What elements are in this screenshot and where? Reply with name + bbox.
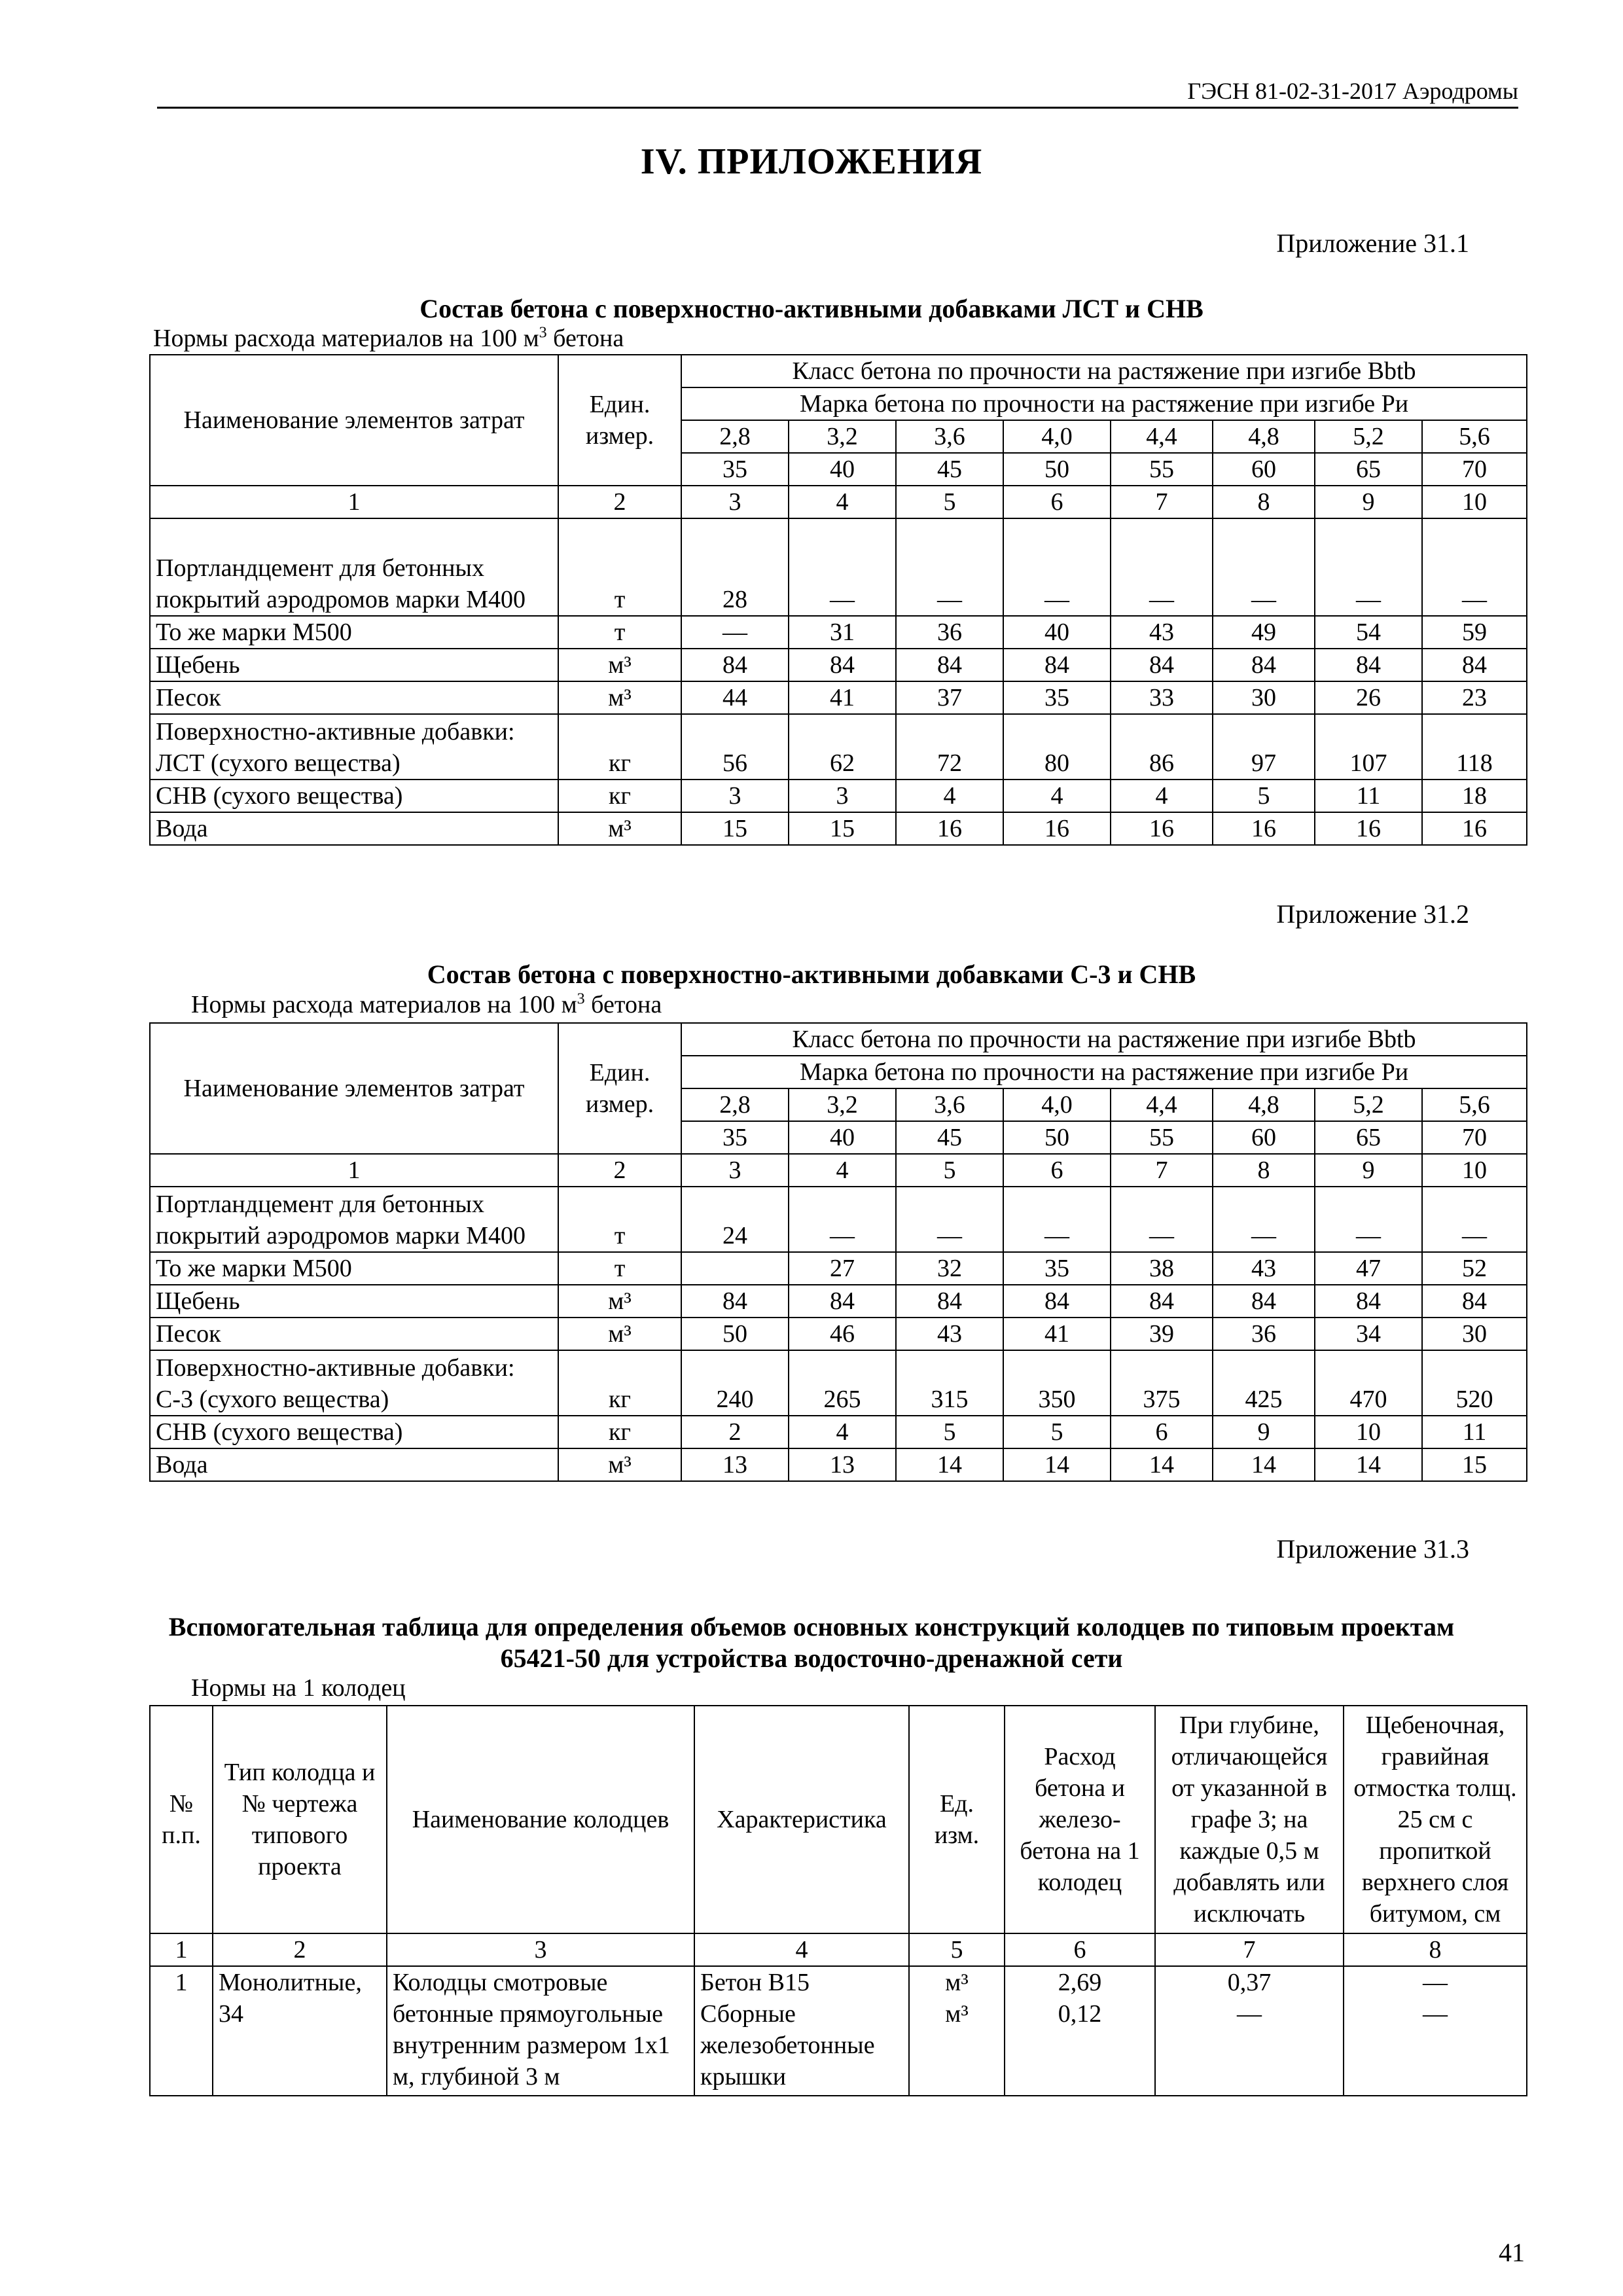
row-value: 84	[681, 649, 789, 681]
header-well-name: Наименование колодцев	[387, 1706, 694, 1933]
row-value: 44	[681, 681, 789, 714]
row-value: 16	[1315, 812, 1422, 845]
row-value: 26	[1315, 681, 1422, 714]
gravel-line: —	[1423, 2000, 1448, 2028]
concrete-table-c3	[149, 1022, 1527, 1482]
row-name: Щебень	[150, 1285, 558, 1318]
row-value: 11	[1315, 780, 1422, 812]
row-value: —	[896, 518, 1003, 616]
row-value: 16	[1111, 812, 1213, 845]
row-unit: м³	[558, 1318, 681, 1350]
row-value: 14	[1315, 1448, 1422, 1481]
header-gravel: Щебеночная, гравийная отмостка толщ. 25 см с пропиткой верхнего слоя битумом, см	[1344, 1706, 1527, 1933]
grade-cell: 70	[1422, 1121, 1527, 1154]
row-unit: кг	[558, 1350, 681, 1416]
document-reference: ГЭСН 81-02-31-2017 Аэродромы	[1187, 78, 1518, 104]
row-value: 84	[896, 1285, 1003, 1318]
row-value: 9	[1213, 1416, 1315, 1448]
col-number: 8	[1344, 1933, 1527, 1966]
row-value: 47	[1315, 1252, 1422, 1285]
rate-line: 0,12	[1058, 2000, 1102, 2028]
class-cell: 3,6	[896, 1088, 1003, 1121]
row-value: 470	[1315, 1350, 1422, 1416]
header-class: Класс бетона по прочности на растяжение при изгибе Bbtb	[681, 1023, 1527, 1056]
row-value: —	[1422, 518, 1527, 616]
class-cell: 5,6	[1422, 420, 1527, 453]
row-value: 3	[789, 780, 896, 812]
header-type: Тип колодца и № чертежа типового проекта	[213, 1706, 387, 1933]
col-number: 6	[1003, 1154, 1111, 1187]
grade-cell: 40	[789, 453, 896, 486]
row-unit: м³	[558, 681, 681, 714]
row-value: 84	[1213, 1285, 1315, 1318]
table-row	[150, 1966, 1527, 2096]
grade-cell: 35	[681, 453, 789, 486]
table-row	[150, 1187, 1527, 1252]
row-value: 52	[1422, 1252, 1527, 1285]
row-value: 36	[896, 616, 1003, 649]
row-value: 84	[1003, 1285, 1111, 1318]
row-value: —	[1003, 518, 1111, 616]
class-cell: 5,6	[1422, 1088, 1527, 1121]
row-value: 14	[896, 1448, 1003, 1481]
page-title: IV. ПРИЛОЖЕНИЯ	[640, 141, 983, 182]
row-value: 84	[681, 1285, 789, 1318]
table-note: Нормы на 1 колодец	[191, 1674, 406, 1702]
col-number: 7	[1155, 1933, 1344, 1966]
row-value: 350	[1003, 1350, 1111, 1416]
grade-cell: 45	[896, 1121, 1003, 1154]
col-number: 3	[681, 1154, 789, 1187]
row-value: 38	[1111, 1252, 1213, 1285]
col-number: 2	[558, 486, 681, 518]
col-number: 7	[1111, 486, 1213, 518]
row-unit	[909, 1966, 1005, 2096]
row-value: 56	[681, 714, 789, 780]
row-value: 30	[1422, 1318, 1527, 1350]
grade-cell: 70	[1422, 453, 1527, 486]
table-title: Состав бетона с поверхностно-активными добавками ЛСТ и СНВ	[419, 294, 1204, 323]
row-value: 30	[1213, 681, 1315, 714]
row-value: 15	[789, 812, 896, 845]
row-value: 16	[1003, 812, 1111, 845]
col-number: 2	[558, 1154, 681, 1187]
row-number: 1	[150, 1966, 213, 2096]
col-number: 9	[1315, 486, 1422, 518]
grade-cell: 65	[1315, 453, 1422, 486]
grade-cell: 50	[1003, 453, 1111, 486]
row-value: 59	[1422, 616, 1527, 649]
col-number: 10	[1422, 486, 1527, 518]
row-value: 34	[1315, 1318, 1422, 1350]
row-value: —	[1111, 518, 1213, 616]
row-value: 5	[1003, 1416, 1111, 1448]
row-unit: т	[558, 1187, 681, 1252]
row-value: 11	[1422, 1416, 1527, 1448]
row-value: 46	[789, 1318, 896, 1350]
row-name: Вода	[150, 1448, 558, 1481]
col-number: 2	[213, 1933, 387, 1966]
row-name: То же марки М500	[150, 1252, 558, 1285]
row-value: 41	[789, 681, 896, 714]
row-value: 35	[1003, 1252, 1111, 1285]
table-title-line1: Вспомогательная таблица для определения объемов основных конструкций колодцев по типовым проектам	[168, 1612, 1455, 1641]
col-number: 6	[1003, 486, 1111, 518]
class-cell: 2,8	[681, 420, 789, 453]
row-value: 35	[1003, 681, 1111, 714]
row-value: 4	[789, 1416, 896, 1448]
class-cell: 4,8	[1213, 420, 1315, 453]
row-gravel	[1344, 1966, 1527, 2096]
col-number: 8	[1213, 486, 1315, 518]
row-value: 14	[1003, 1448, 1111, 1481]
row-characteristic	[694, 1966, 909, 2096]
depth-line: —	[1237, 2000, 1262, 2028]
row-value: 84	[1003, 649, 1111, 681]
row-value: 315	[896, 1350, 1003, 1416]
col-number: 4	[694, 1933, 909, 1966]
row-value: 24	[681, 1187, 789, 1252]
grade-cell: 40	[789, 1121, 896, 1154]
row-value: 84	[1315, 1285, 1422, 1318]
header-unit: Един. измер.	[558, 355, 681, 486]
row-value: 5	[1213, 780, 1315, 812]
col-number: 5	[896, 1154, 1003, 1187]
col-number: 7	[1111, 1154, 1213, 1187]
row-value: 16	[896, 812, 1003, 845]
row-name: Вода	[150, 812, 558, 845]
gravel-line: —	[1423, 1969, 1448, 1996]
col-number: 6	[1005, 1933, 1155, 1966]
row-value: 265	[789, 1350, 896, 1416]
column-number-row	[150, 1154, 1527, 1187]
table-row	[150, 1416, 1527, 1448]
row-name: Поверхностно-активные добавки: С-3 (сухого вещества)	[150, 1350, 558, 1416]
row-value: 118	[1422, 714, 1527, 780]
row-value: 18	[1422, 780, 1527, 812]
row-value: 240	[681, 1350, 789, 1416]
row-value: 10	[1315, 1416, 1422, 1448]
header-characteristic: Характеристика	[694, 1706, 909, 1933]
header-number: № п.п.	[150, 1706, 213, 1933]
row-value	[681, 1252, 789, 1285]
page-number: 41	[1499, 2238, 1525, 2267]
row-value: —	[1315, 518, 1422, 616]
row-value: 107	[1315, 714, 1422, 780]
row-value: 16	[1213, 812, 1315, 845]
appendix-label: Приложение 31.1	[1276, 228, 1469, 258]
row-name: Щебень	[150, 649, 558, 681]
depth-line: 0,37	[1227, 1969, 1272, 1996]
table-note: Нормы расхода материалов на 100 $м^3$ бетона	[153, 324, 624, 352]
row-value: 36	[1213, 1318, 1315, 1350]
class-cell: 4,0	[1003, 1088, 1111, 1121]
class-cell: 3,6	[896, 420, 1003, 453]
col-number: 1	[150, 1933, 213, 1966]
row-value: 520	[1422, 1350, 1527, 1416]
row-unit: кг	[558, 714, 681, 780]
class-cell: 4,8	[1213, 1088, 1315, 1121]
col-number: 1	[150, 486, 558, 518]
grade-cell: 60	[1213, 1121, 1315, 1154]
row-name: Песок	[150, 681, 558, 714]
row-unit: м³	[558, 1285, 681, 1318]
row-value: —	[1422, 1187, 1527, 1252]
col-number: 4	[789, 1154, 896, 1187]
col-number: 10	[1422, 1154, 1527, 1187]
header-row	[150, 1706, 1527, 1933]
grade-cell: 65	[1315, 1121, 1422, 1154]
row-unit: кг	[558, 780, 681, 812]
column-number-row	[150, 486, 1527, 518]
row-value: 43	[896, 1318, 1003, 1350]
table-row	[150, 780, 1527, 812]
row-value: 13	[789, 1448, 896, 1481]
row-value: 4	[896, 780, 1003, 812]
table-title-line2: 65421-50 для устройства водосточно-дренажной сети	[500, 1643, 1123, 1673]
grade-cell: 45	[896, 453, 1003, 486]
col-number: 9	[1315, 1154, 1422, 1187]
row-value: 84	[1111, 649, 1213, 681]
header-class: Класс бетона по прочности на растяжение при изгибе Bbtb	[681, 355, 1527, 387]
row-value: 40	[1003, 616, 1111, 649]
row-value: 13	[681, 1448, 789, 1481]
row-unit: т	[558, 518, 681, 616]
row-unit: м³	[558, 1448, 681, 1481]
row-value: 375	[1111, 1350, 1213, 1416]
table-row	[150, 714, 1527, 780]
row-value: 84	[1213, 649, 1315, 681]
class-cell: 3,2	[789, 1088, 896, 1121]
table-row	[150, 1448, 1527, 1481]
table-title: Состав бетона с поверхностно-активными добавками С-3 и СНВ	[427, 960, 1196, 989]
row-value: 50	[681, 1318, 789, 1350]
row-value: —	[789, 1187, 896, 1252]
row-value: 23	[1422, 681, 1527, 714]
row-value: —	[1315, 1187, 1422, 1252]
class-cell: 5,2	[1315, 420, 1422, 453]
table-row	[150, 681, 1527, 714]
header-name: Наименование элементов затрат	[150, 355, 558, 486]
row-value: 41	[1003, 1318, 1111, 1350]
row-value: 43	[1111, 616, 1213, 649]
row-value: 15	[1422, 1448, 1527, 1481]
header-concrete-rate: Расход бетона и железо-бетона на 1 колодец	[1005, 1706, 1155, 1933]
row-value: 84	[1422, 1285, 1527, 1318]
row-value: 84	[1111, 1285, 1213, 1318]
row-value: 6	[1111, 1416, 1213, 1448]
row-value: 4	[1111, 780, 1213, 812]
row-value: 62	[789, 714, 896, 780]
row-value: 39	[1111, 1318, 1213, 1350]
row-value: 28	[681, 518, 789, 616]
row-value: 5	[896, 1416, 1003, 1448]
row-value: 31	[789, 616, 896, 649]
row-unit: м³	[558, 649, 681, 681]
row-value: 54	[1315, 616, 1422, 649]
row-type: Монолитные, 34	[213, 1966, 387, 2096]
row-concrete-rate	[1005, 1966, 1155, 2096]
row-value: 84	[789, 1285, 896, 1318]
table-note: Нормы расхода материалов на 100 $м^3$ бетона	[191, 990, 662, 1018]
row-value: 72	[896, 714, 1003, 780]
row-value: 84	[896, 649, 1003, 681]
col-number: 4	[789, 486, 896, 518]
appendix-label: Приложение 31.2	[1276, 899, 1469, 929]
row-well-name: Колодцы смотровые бетонные прямоугольные внутренним размером 1х1 м, глубиной 3 м	[387, 1966, 694, 2096]
row-value: 80	[1003, 714, 1111, 780]
row-value: 86	[1111, 714, 1213, 780]
header-rule	[157, 107, 1518, 109]
row-depth-adjust	[1155, 1966, 1344, 2096]
concrete-table-lst	[149, 354, 1527, 846]
col-number: 5	[896, 486, 1003, 518]
col-number: 3	[387, 1933, 694, 1966]
row-value: 425	[1213, 1350, 1315, 1416]
row-value: 14	[1213, 1448, 1315, 1481]
class-cell: 4,0	[1003, 420, 1111, 453]
table-row	[150, 1350, 1527, 1416]
row-value: 3	[681, 780, 789, 812]
row-unit: т	[558, 616, 681, 649]
row-value: 49	[1213, 616, 1315, 649]
col-number: 1	[150, 1154, 558, 1187]
row-value: 27	[789, 1252, 896, 1285]
table-row	[150, 1285, 1527, 1318]
class-cell: 2,8	[681, 1088, 789, 1121]
row-value: 2	[681, 1416, 789, 1448]
table-row	[150, 1252, 1527, 1285]
characteristic-concrete: Бетон В15	[700, 1969, 810, 1996]
header-unit: Ед. изм.	[909, 1706, 1005, 1933]
row-value: 33	[1111, 681, 1213, 714]
table-row	[150, 649, 1527, 681]
row-unit: т	[558, 1252, 681, 1285]
appendix-label: Приложение 31.3	[1276, 1534, 1469, 1564]
row-name: Песок	[150, 1318, 558, 1350]
row-value: —	[681, 616, 789, 649]
class-cell: 3,2	[789, 420, 896, 453]
column-number-row	[150, 1933, 1527, 1966]
row-value: —	[896, 1187, 1003, 1252]
row-value: —	[1213, 518, 1315, 616]
row-value: 16	[1422, 812, 1527, 845]
row-name: СНВ (сухого вещества)	[150, 1416, 558, 1448]
row-value: —	[1213, 1187, 1315, 1252]
table-row	[150, 518, 1527, 616]
row-value: —	[1111, 1187, 1213, 1252]
row-name: То же марки М500	[150, 616, 558, 649]
row-value: 84	[789, 649, 896, 681]
unit-line: м³	[945, 1969, 969, 1996]
row-value: 84	[1315, 649, 1422, 681]
grade-cell: 55	[1111, 1121, 1213, 1154]
grade-cell: 35	[681, 1121, 789, 1154]
header-name: Наименование элементов затрат	[150, 1023, 558, 1154]
row-value: 32	[896, 1252, 1003, 1285]
row-value: 15	[681, 812, 789, 845]
header-depth-adjust: При глубине, отличающейся от указанной в графе 3; на каждые 0,5 м добавлять или исключать	[1155, 1706, 1344, 1933]
characteristic-covers: Сборные железобетонные крышки	[700, 2000, 875, 2090]
table-row	[150, 1318, 1527, 1350]
col-number: 3	[681, 486, 789, 518]
row-value: 97	[1213, 714, 1315, 780]
col-number: 8	[1213, 1154, 1315, 1187]
col-number: 5	[909, 1933, 1005, 1966]
unit-line: м³	[945, 2000, 969, 2028]
header-grade: Марка бетона по прочности на растяжение при изгибе Ри	[681, 387, 1527, 420]
row-name: Портландцемент для бетонных покрытий аэродромов марки М400	[150, 518, 558, 616]
header-unit: Един. измер.	[558, 1023, 681, 1154]
table-row	[150, 812, 1527, 845]
row-value: 84	[1422, 649, 1527, 681]
row-name: Поверхностно-активные добавки: ЛСТ (сухого вещества)	[150, 714, 558, 780]
row-value: —	[789, 518, 896, 616]
row-unit: м³	[558, 812, 681, 845]
row-value: 14	[1111, 1448, 1213, 1481]
class-cell: 4,4	[1111, 420, 1213, 453]
grade-cell: 55	[1111, 453, 1213, 486]
row-name: Портландцемент для бетонных покрытий аэродромов марки М400	[150, 1187, 558, 1252]
table-row	[150, 616, 1527, 649]
grade-cell: 60	[1213, 453, 1315, 486]
header-grade: Марка бетона по прочности на растяжение при изгибе Ри	[681, 1056, 1527, 1088]
rate-line: 2,69	[1058, 1969, 1102, 1996]
class-cell: 4,4	[1111, 1088, 1213, 1121]
row-value: 4	[1003, 780, 1111, 812]
class-cell: 5,2	[1315, 1088, 1422, 1121]
row-value: —	[1003, 1187, 1111, 1252]
row-unit: кг	[558, 1416, 681, 1448]
wells-table	[149, 1705, 1527, 2096]
row-value: 37	[896, 681, 1003, 714]
row-name: СНВ (сухого вещества)	[150, 780, 558, 812]
row-value: 43	[1213, 1252, 1315, 1285]
grade-cell: 50	[1003, 1121, 1111, 1154]
